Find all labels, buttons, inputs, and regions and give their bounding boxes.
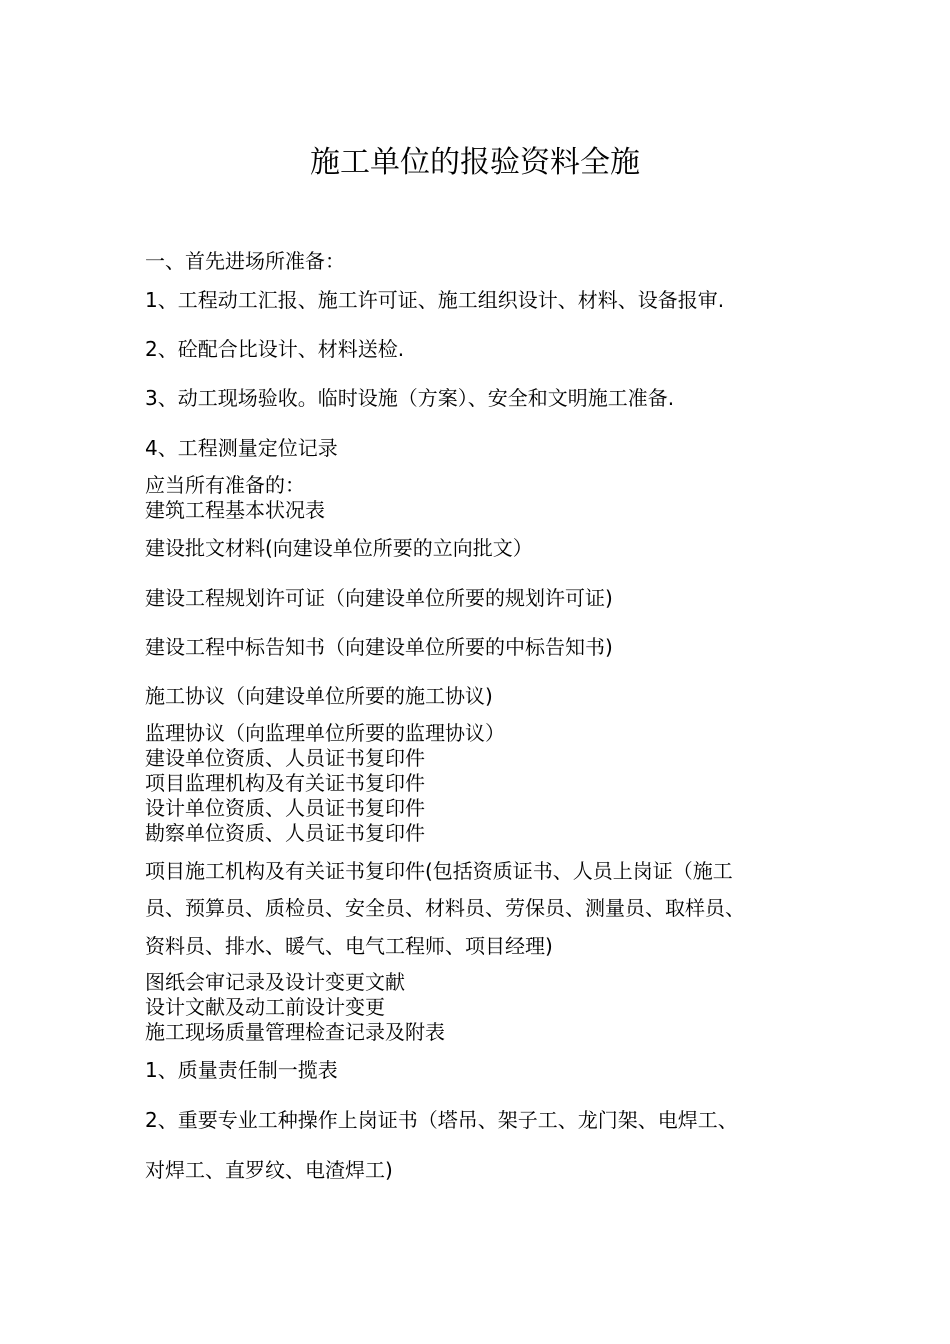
text-line: 设计单位资质、人员证书复印件 <box>145 796 425 820</box>
text-line: 员、预算员、质检员、安全员、材料员、劳保员、测量员、取样员、 <box>145 896 745 920</box>
text-line: 施工现场质量管理检查记录及附表 <box>145 1020 445 1044</box>
text-line: 建设工程中标告知书（向建设单位所要的中标告知书) <box>145 635 613 659</box>
text-line: 施工协议（向建设单位所要的施工协议) <box>145 684 493 708</box>
text-line: 1、工程动工汇报、施工许可证、施工组织设计、材料、设备报审. <box>145 288 725 312</box>
text-line: 对焊工、直罗纹、电渣焊工) <box>145 1158 393 1182</box>
text-line: 图纸会审记录及设计变更文献 <box>145 970 405 994</box>
text-line: 3、动工现场验收。临时设施（方案）、安全和文明施工准备. <box>145 386 675 410</box>
text-line: 应当所有准备的： <box>145 473 305 497</box>
text-line: 监理协议（向监理单位所要的监理协议） <box>145 721 505 745</box>
text-line: 2、重要专业工种操作上岗证书（塔吊、架子工、龙门架、电焊工、 <box>145 1108 738 1132</box>
text-line: 建设单位资质、人员证书复印件 <box>145 746 425 770</box>
text-line: 建设批文材料(向建设单位所要的立向批文） <box>145 536 533 560</box>
text-line: 设计文献及动工前设计变更 <box>145 995 385 1019</box>
text-line: 项目监理机构及有关证书复印件 <box>145 771 425 795</box>
text-line: 资料员、排水、暖气、电气工程师、项目经理) <box>145 934 553 958</box>
document-title: 施工单位的报验资料全施 <box>310 145 640 180</box>
text-line: 建设工程规划许可证（向建设单位所要的规划许可证) <box>145 586 613 610</box>
text-line: 1、质量责任制一揽表 <box>145 1058 338 1082</box>
text-line: 项目施工机构及有关证书复印件(包括资质证书、人员上岗证（施工 <box>145 859 733 883</box>
text-line: 一、首先进场所准备： <box>145 249 345 273</box>
text-line: 建筑工程基本状况表 <box>145 498 325 522</box>
text-line: 勘察单位资质、人员证书复印件 <box>145 821 425 845</box>
text-line: 4、工程测量定位记录 <box>145 436 338 460</box>
text-line: 2、砼配合比设计、材料送检. <box>145 337 405 361</box>
